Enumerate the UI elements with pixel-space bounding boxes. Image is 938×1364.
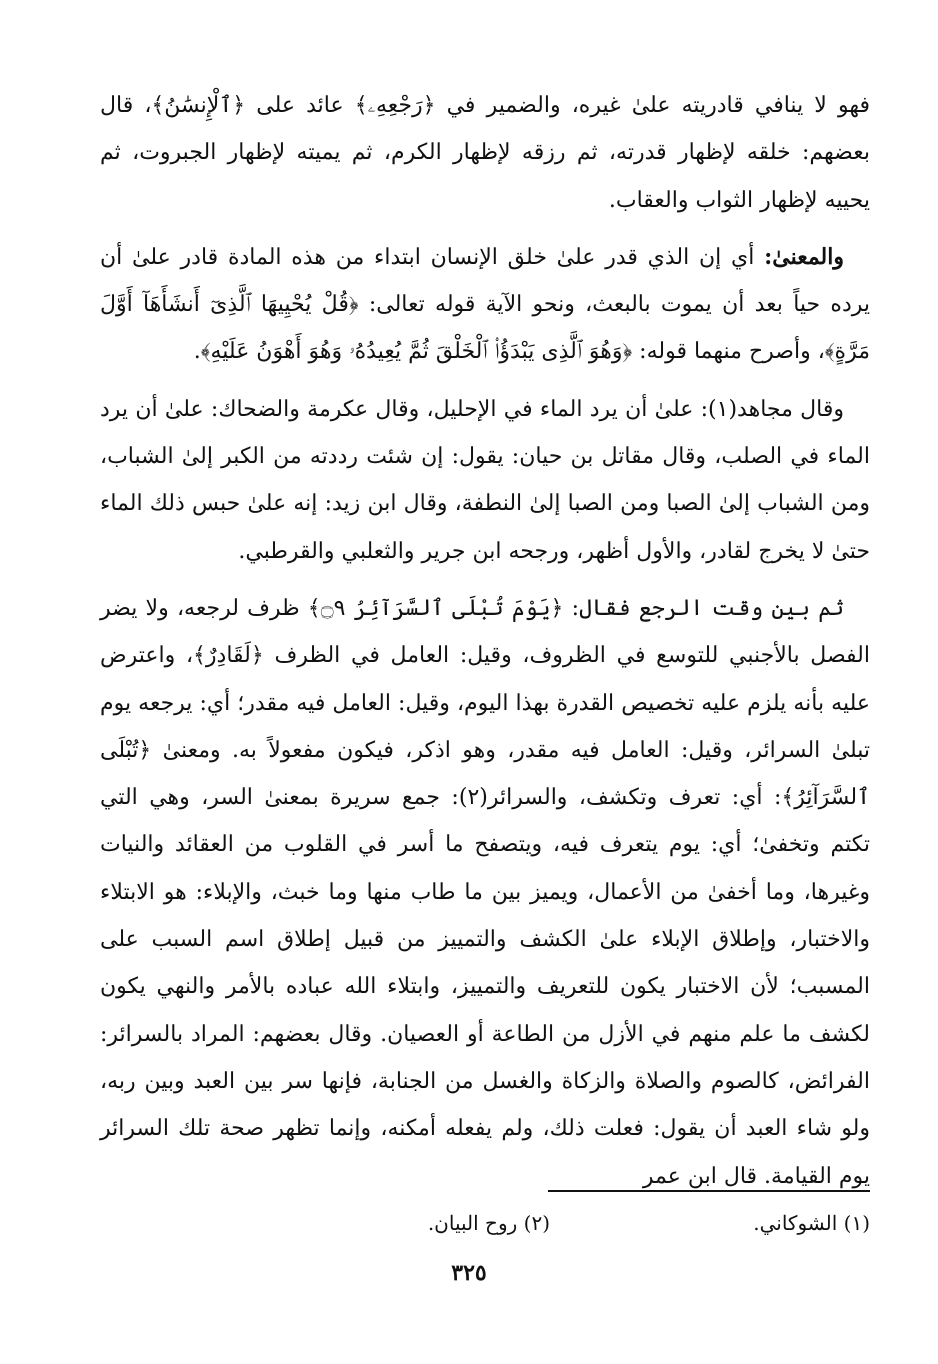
- footnote-divider: [548, 1190, 870, 1192]
- paragraph-4: [100, 585, 870, 1200]
- paragraph-2: [100, 234, 870, 376]
- paragraph-text: أي إن الذي قدر علىٰ خلق الإنسان ابتداء من هذه المادة قادر علىٰ أن يرده حياً بعد أن يموت بالبعث، ونحو الآية قوله تعالى: ﴿قُلْ يُحْيِيهَا ٱلَّذِىٓ أَنشَأَهَآ أَوَّلَ مَرَّةٍ﴾، وأصرح منهما قوله: ﴿وَهُوَ ٱلَّذِى يَبْدَؤُا۟ ٱلْخَلْقَ ثُمَّ يُعِيدُهُۥ وَهُوَ أَهْوَنُ عَلَيْهِ﴾.: [100, 244, 870, 365]
- footnotes: [100, 1203, 870, 1243]
- page-number: ٣٢٥: [451, 1260, 487, 1286]
- paragraph-text: ثم بين وقت الرجع فقال: ﴿يَوْمَ تُبْلَى ٱلسَّرَآئِرُ ۝٩﴾ ظرف لرجعه، ولا يضر الفصل بالأجنبي للتوسع في الظروف، وقيل: العامل في الظرف ﴿لَقَادِرٌ﴾، واعترض عليه بأنه يلزم عليه تخصيص القدرة بهذا اليوم، وقيل: العامل فيه مقدر؛ أي: يرجعه يوم تبلىٰ السرائر، وقيل: العامل فيه مقدر، وهو اذكر، فيكون مفعولاً به. ومعنىٰ ﴿تُبْلَى ٱلسَّرَآئِرُ﴾: أي: تعرف وتكشف، والسرائر(٢): جمع سريرة بمعنىٰ السر، وهي التي تكتم وتخفىٰ؛ أي: يوم يتعرف فيه، ويتصفح ما أسر في القلوب من العقائد والنيات وغيرها، وما أخفىٰ من الأعمال، ويميز بين ما طاب منها وما خبث، والإبلاء: هو الابتلاء والاختبار، وإطلاق الإبلاء علىٰ الكشف والتمييز من قبيل إطلاق اسم السبب على المسبب؛ لأن الاختبار يكون للتعريف والتمييز، وابتلاء الله عباده بالأمر والنهي يكون لكشف ما علم منهم في الأزل من الطاعة أو العصيان. وقال بعضهم: المراد بالسرائر: الفرائض، كالصوم والصلاة والزكاة والغسل من الجنابة، فإنها سر بين العبد وبين ربه، ولو شاء العبد أن يقول: فعلت ذلك، ولم يفعله أمكنه، وإنما تظهر صحة تلك السرائر يوم القيامة. قال ابن عمر: [100, 595, 870, 1189]
- paragraph-text: وقال مجاهد(١): علىٰ أن يرد الماء في الإحليل، وقال عكرمة والضحاك: علىٰ أن يرد الماء في الصلب، وقال مقاتل بن حيان: يقول: إن شئت رددته من الكبر إلىٰ الشباب، ومن الشباب إلىٰ الصبا ومن الصبا إلىٰ النطفة، وقال ابن زيد: إنه علىٰ حبس ذلك الماء حتىٰ لا يخرج لقادر، والأول أظهر، ورجحه ابن جرير والثعلبي والقرطبي.: [100, 396, 870, 564]
- paragraph-lead: والمعنىٰ:: [764, 243, 844, 270]
- paragraph-3: [100, 386, 870, 575]
- paragraph-text: فهو لا ينافي قادريته علىٰ غيره، والضمير في ﴿رَجْعِهِۦ﴾ عائد على ﴿ٱلْإِنسَٰنُ﴾، قال بعضهم: خلقه لإظهار قدرته، ثم رزقه لإظهار الكرم، ثم يميته لإظهار الجبروت، ثم يحييه لإظهار الثواب والعقاب.: [100, 93, 870, 213]
- body-text: [100, 82, 870, 1210]
- footnote-1: (١) الشوكاني.: [753, 1211, 870, 1235]
- paragraph-1: [100, 82, 870, 224]
- footnote-2: (٢) روح البيان.: [427, 1211, 550, 1235]
